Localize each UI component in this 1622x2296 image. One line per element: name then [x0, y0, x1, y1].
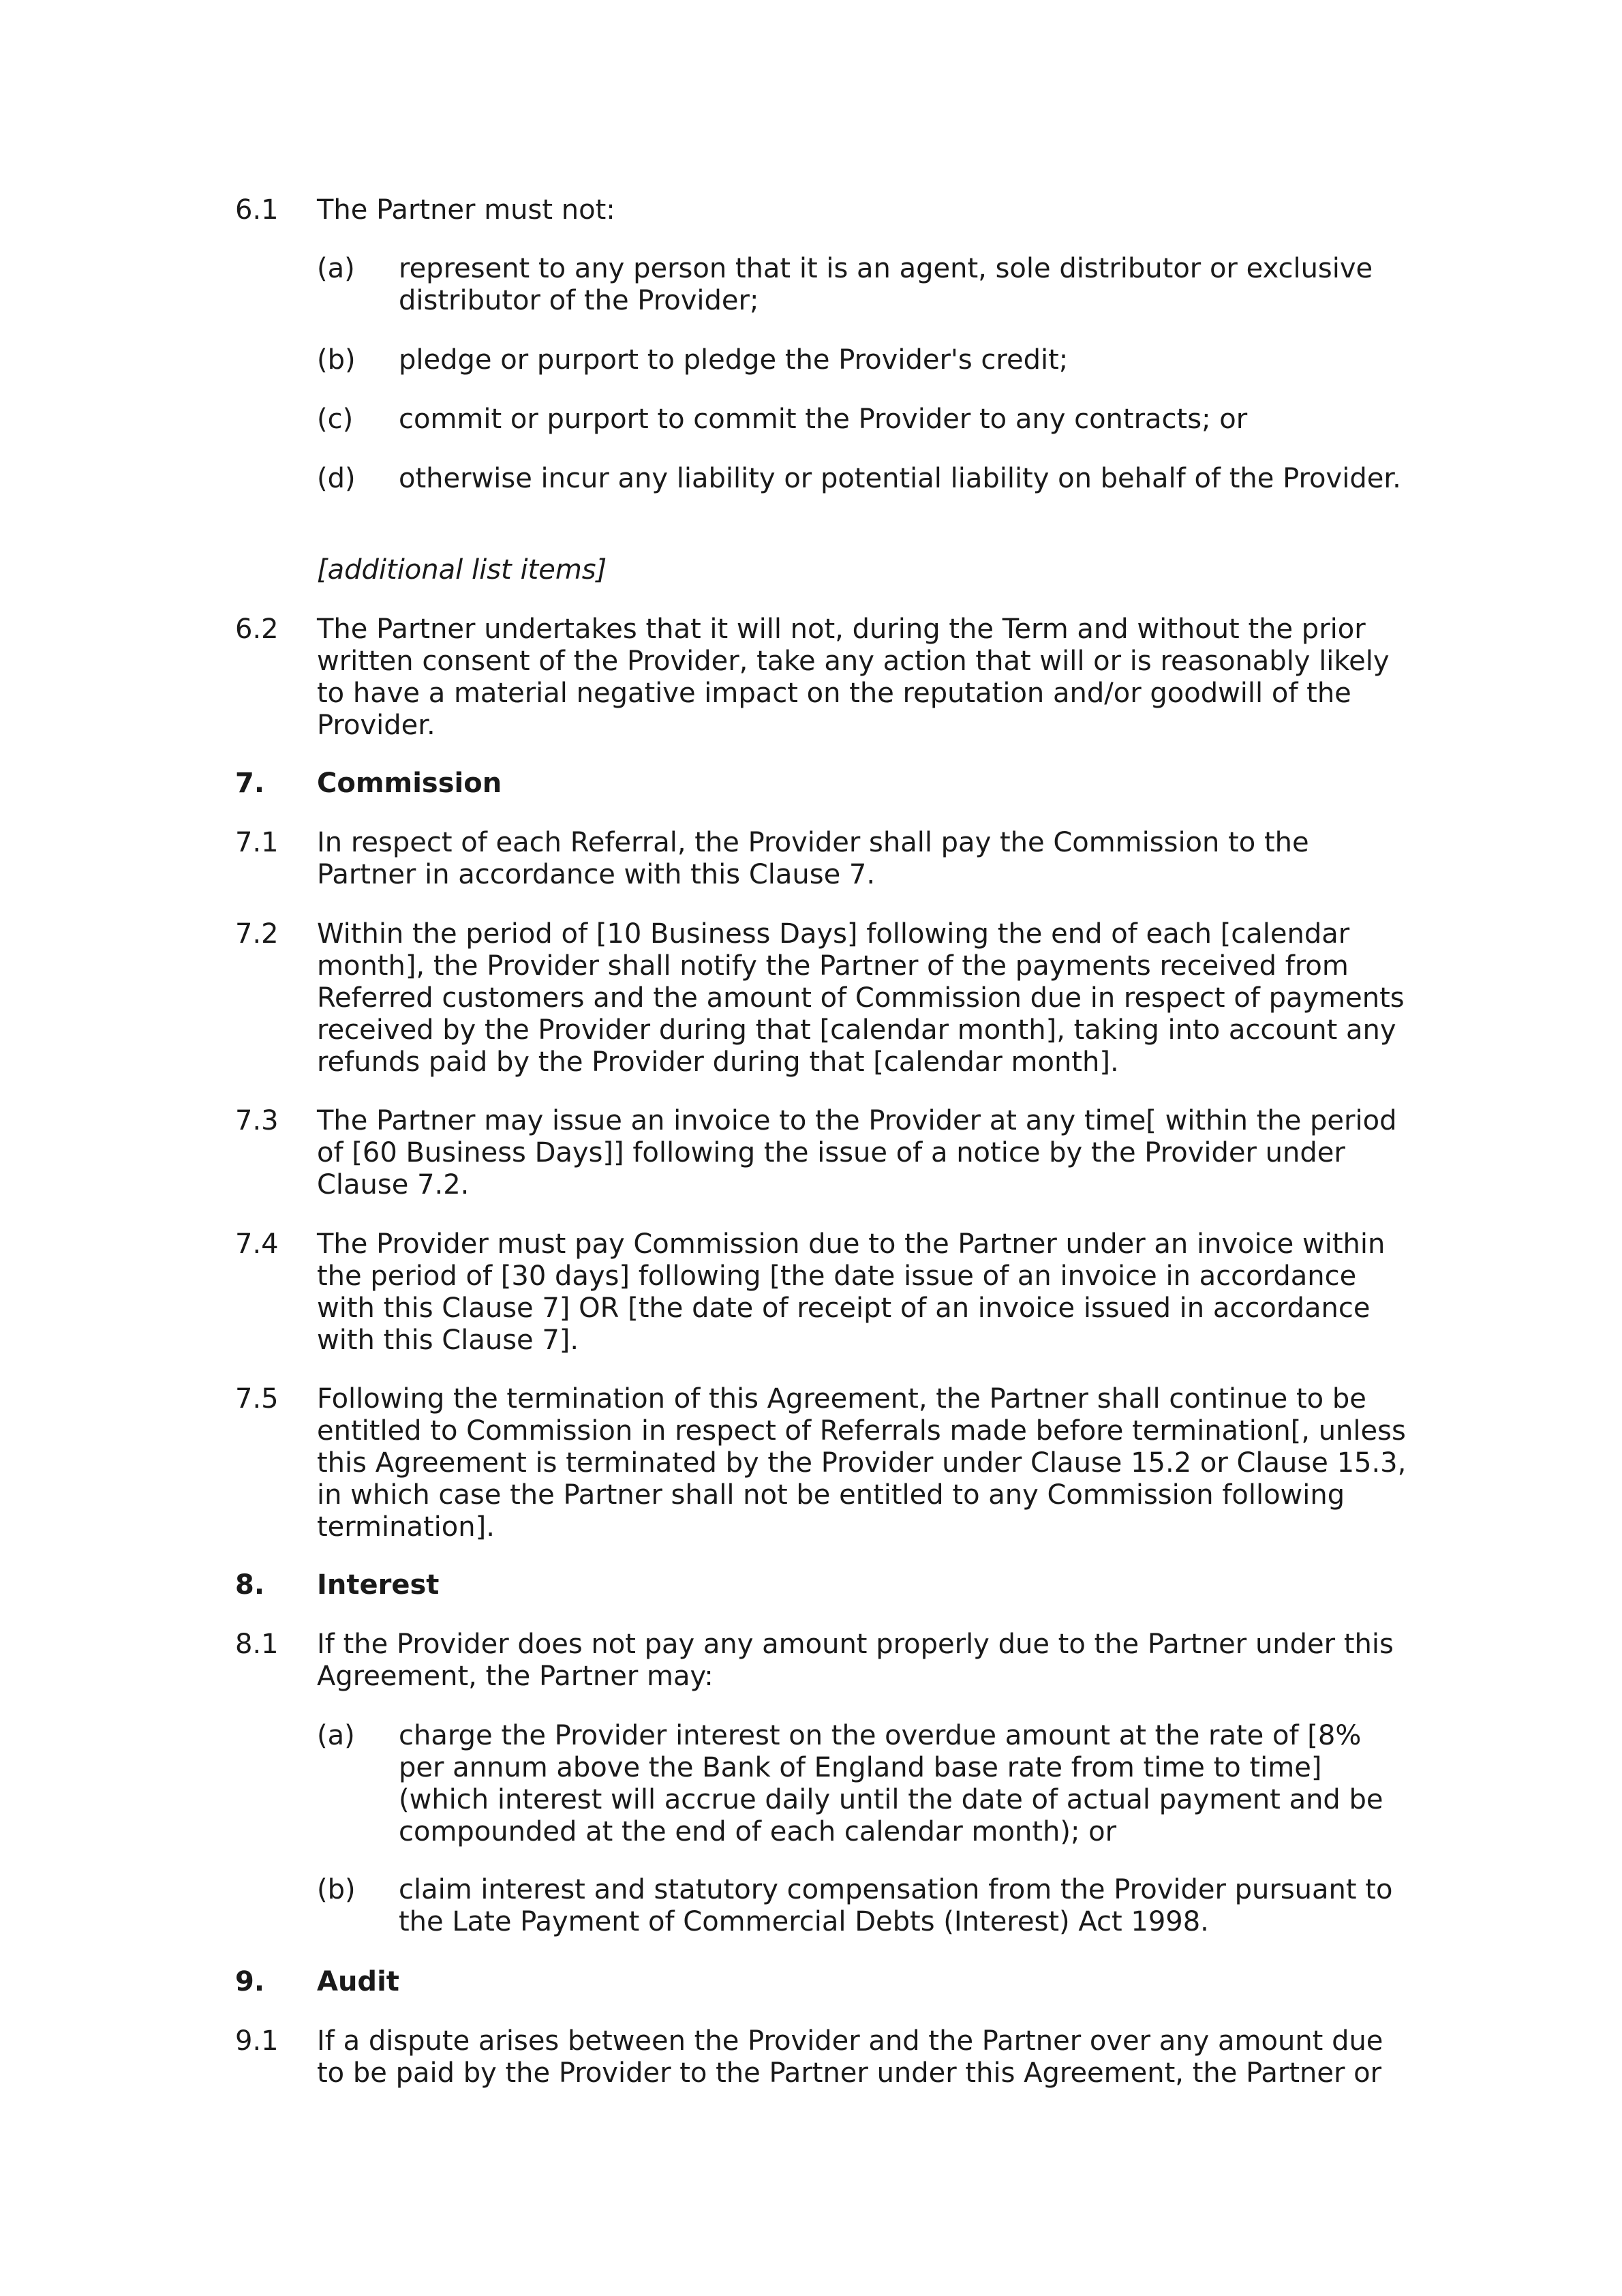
clause-number: 7.4	[235, 1228, 279, 1260]
clause-number: 7.3	[235, 1105, 279, 1136]
clause-number: 6.1	[235, 194, 279, 226]
heading-title: Interest	[317, 1569, 440, 1601]
list-item-text: represent to any person that it is an agent, sole distributor or exclusive distributor of the Provider;	[399, 253, 1373, 316]
clause-text: Within the period of [10 Business Days] following the end of each [calendar month], the Provider shall notify the Partner of the payments received from Referred customers and the amount of Commission due in respect of payments received by the Provider during that [calendar month], taking into account any refunds paid by the Provider during that [calendar month].	[317, 918, 1405, 1078]
placeholder-text: [additional list items]	[317, 554, 607, 586]
list-item-text: otherwise incur any liability or potential liability on behalf of the Provider.	[399, 463, 1401, 494]
clause-number: 8.1	[235, 1629, 279, 1660]
list-item-label: (a)	[317, 1720, 355, 1751]
list-item-label: (a)	[317, 253, 355, 284]
list-item-label: (d)	[317, 463, 356, 494]
heading-title: Commission	[317, 768, 502, 799]
clause-number: 6.2	[235, 614, 279, 645]
list-item-label: (c)	[317, 404, 354, 435]
clause-number: 7.1	[235, 827, 279, 858]
list-item-text: pledge or purport to pledge the Provider's credit;	[399, 344, 1069, 376]
clause-text: If a dispute arises between the Provider and the Partner over any amount due to be paid by the Provider to the Partner under this Agreement, the Partner or	[317, 2025, 1383, 2089]
heading-number: 8.	[235, 1569, 265, 1601]
heading-number: 9.	[235, 1966, 265, 1997]
clause-number: 7.2	[235, 918, 279, 950]
list-item-text: charge the Provider interest on the overdue amount at the rate of [8% per annum above the Bank of England base rate from time to time] (which interest will accrue daily until the date of actual payment and be compounded at the end of each calendar month); or	[399, 1720, 1383, 1847]
clause-text: The Provider must pay Commission due to the Partner under an invoice within the period of [30 days] following [the date issue of an invoice in accordance with this Clause 7] OR [the date of receipt of an invoice issued in accordance with this Clause 7].	[317, 1228, 1386, 1356]
heading-title: Audit	[317, 1966, 399, 1997]
list-item-text: commit or purport to commit the Provider to any contracts; or	[399, 404, 1248, 435]
list-item-label: (b)	[317, 1874, 356, 1905]
clause-text: In respect of each Referral, the Provider shall pay the Commission to the Partner in accordance with this Clause 7.	[317, 827, 1309, 890]
list-item-label: (b)	[317, 344, 356, 376]
clause-number: 9.1	[235, 2025, 279, 2057]
clause-text: The Partner undertakes that it will not, during the Term and without the prior written consent of the Provider, take any action that will or is reasonably likely to have a material negative impact on the reputation and/or goodwill of the Provider.	[317, 614, 1390, 741]
heading-number: 7.	[235, 768, 265, 799]
clause-text: Following the termination of this Agreement, the Partner shall continue to be entitled to Commission in respect of Referrals made before termination[, unless this Agreement is terminated by the Provider under Clause 15.2 or Clause 15.3, in which case the Partner shall not be entitled to any Commission following termination].	[317, 1383, 1407, 1543]
clause-text: The Partner may issue an invoice to the Provider at any time[ within the period of [60 Business Days]] following the issue of a notice by the Provider under Clause 7.2.	[317, 1105, 1397, 1200]
list-item-text: claim interest and statutory compensation from the Provider pursuant to the Late Payment of Commercial Debts (Interest) Act 1998.	[399, 1874, 1393, 1937]
clause-text: If the Provider does not pay any amount properly due to the Partner under this Agreement, the Partner may:	[317, 1629, 1394, 1692]
clause-number: 7.5	[235, 1383, 279, 1415]
clause-text: The Partner must not:	[317, 194, 615, 226]
